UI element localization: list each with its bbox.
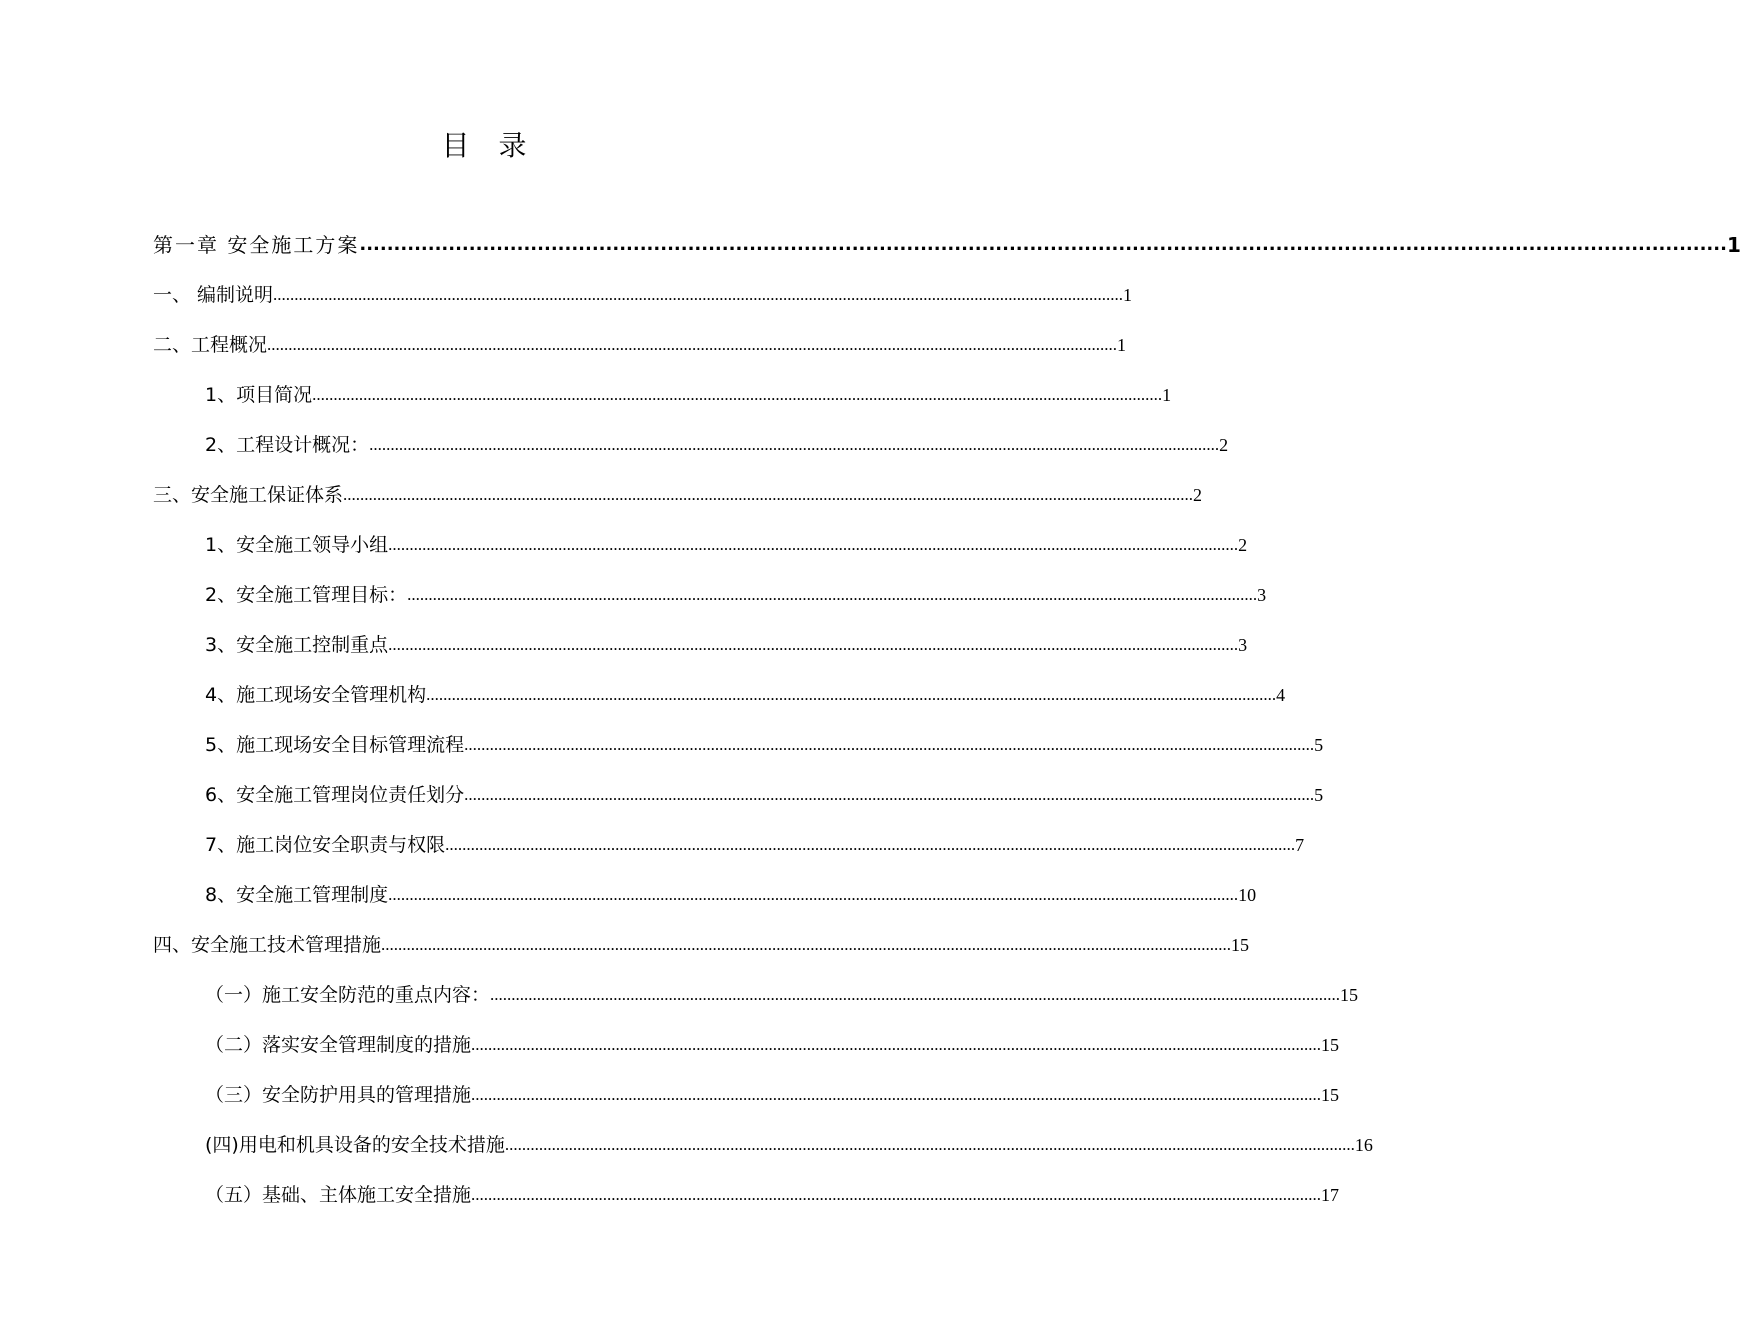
toc-entry-page: 10 <box>1238 885 1257 905</box>
toc-entry-subsection[interactable] <box>205 1079 1340 1111</box>
dot-leader: ........................................................................................................................................................................................................ <box>445 835 1296 854</box>
toc-entry-subsection[interactable] <box>205 679 1286 711</box>
toc-entry-subsection[interactable] <box>205 379 1172 411</box>
toc-entry-label: 第一章 安全施工方案 <box>153 233 360 257</box>
toc-entry-subsection[interactable] <box>205 729 1324 761</box>
toc-entry-label: 7、施工岗位安全职责与权限 <box>205 834 446 856</box>
toc-entry-label: 1、安全施工领导小组 <box>205 534 389 556</box>
toc-entry-label: （五）基础、主体施工安全措施 <box>205 1184 472 1206</box>
toc-entry-subsection[interactable] <box>205 1179 1340 1211</box>
toc-entry-section-3[interactable] <box>153 479 1203 511</box>
dot-leader: ........................................................................................................................................................................................................ <box>312 385 1163 404</box>
toc-entry-label: 5、施工现场安全目标管理流程 <box>205 734 465 756</box>
toc-entry-label: 4、施工现场安全管理机构 <box>205 684 427 706</box>
dot-leader: ........................................................................................................................................................................................................ <box>464 735 1315 754</box>
toc-entry-subsection[interactable] <box>205 829 1305 861</box>
dot-leader: ........................................................................................................................................................................................................ <box>471 1035 1322 1054</box>
toc-entry-page: 2 <box>1193 485 1203 505</box>
toc-entry-subsection[interactable] <box>205 879 1257 911</box>
toc-entry-label: 一、 编制说明 <box>153 284 274 306</box>
toc-entry-page: 1 <box>1117 335 1127 355</box>
toc-entry-page: 1 <box>1162 385 1172 405</box>
toc-entry-subsection[interactable] <box>205 529 1248 561</box>
dot-leader: ........................................................................................................................................................................................................ <box>388 885 1239 904</box>
toc-entry-page: 15 <box>1231 935 1250 955</box>
dot-leader: ........................................................................................................................................................................................................ <box>359 234 1727 255</box>
dot-leader: ........................................................................................................................................................................................................ <box>471 1185 1322 1204</box>
toc-entry-page: 5 <box>1314 735 1324 755</box>
toc-entry-subsection[interactable] <box>205 1129 1373 1161</box>
toc-entry-subsection[interactable] <box>205 629 1248 661</box>
dot-leader: ........................................................................................................................................................................................................ <box>381 935 1232 954</box>
dot-leader: ........................................................................................................................................................................................................ <box>407 585 1258 604</box>
toc-entry-label: (四)用电和机具设备的安全技术措施 <box>205 1134 505 1156</box>
toc-entry-label: 2、安全施工管理目标： <box>205 584 408 606</box>
toc-entry-page: 3 <box>1257 585 1267 605</box>
page-title: 目 录 <box>441 129 537 162</box>
toc-entry-subsection[interactable] <box>205 779 1324 811</box>
toc-entry-page: 2 <box>1219 435 1229 455</box>
toc-entry-page: 15 <box>1321 1035 1340 1055</box>
toc-entry-page: 5 <box>1314 785 1324 805</box>
toc-entry-page: 15 <box>1321 1085 1340 1105</box>
dot-leader: ........................................................................................................................................................................................................ <box>273 285 1124 304</box>
toc-entry-subsection[interactable] <box>205 579 1267 611</box>
dot-leader: ........................................................................................................................................................................................................ <box>369 435 1220 454</box>
toc-entry-page: 1 <box>1726 233 1741 257</box>
toc-entry-page: 17 <box>1321 1185 1340 1205</box>
toc-entry-page: 2 <box>1238 535 1248 555</box>
toc-entry-label: 6、安全施工管理岗位责任划分 <box>205 784 465 806</box>
dot-leader: ........................................................................................................................................................................................................ <box>471 1085 1322 1104</box>
dot-leader: ........................................................................................................................................................................................................ <box>490 985 1341 1004</box>
dot-leader: ........................................................................................................................................................................................................ <box>388 635 1239 654</box>
toc-entry-chapter-1[interactable] <box>153 229 1741 261</box>
dot-leader: ........................................................................................................................................................................................................ <box>426 685 1277 704</box>
toc-entry-page: 1 <box>1123 285 1133 305</box>
toc-entry-page: 15 <box>1340 985 1359 1005</box>
toc-entry-label: （二）落实安全管理制度的措施 <box>205 1034 472 1056</box>
toc-entry-label: 3、安全施工控制重点 <box>205 634 389 656</box>
toc-entry-label: 三、安全施工保证体系 <box>153 484 344 506</box>
toc-entry-subsection[interactable] <box>205 429 1229 461</box>
toc-entry-label: 1、项目简况 <box>205 384 313 406</box>
toc-entry-section-2[interactable] <box>153 329 1127 361</box>
dot-leader: ........................................................................................................................................................................................................ <box>464 785 1315 804</box>
dot-leader: ........................................................................................................................................................................................................ <box>388 535 1239 554</box>
toc-entry-page: 4 <box>1276 685 1286 705</box>
toc-entry-label: 2、工程设计概况： <box>205 434 370 456</box>
toc-entry-page: 7 <box>1295 835 1305 855</box>
dot-leader: ........................................................................................................................................................................................................ <box>504 1135 1355 1154</box>
toc-entry-page: 3 <box>1238 635 1248 655</box>
toc-entry-label: （一）施工安全防范的重点内容： <box>205 984 491 1006</box>
toc-entry-subsection[interactable] <box>205 979 1359 1011</box>
toc-entry-label: （三）安全防护用具的管理措施 <box>205 1084 472 1106</box>
dot-leader: ........................................................................................................................................................................................................ <box>267 335 1118 354</box>
dot-leader: ........................................................................................................................................................................................................ <box>343 485 1194 504</box>
toc-entry-subsection[interactable] <box>205 1029 1340 1061</box>
toc-entry-section-1[interactable] <box>153 279 1133 311</box>
toc-entry-section-4[interactable] <box>153 929 1250 961</box>
toc-entry-label: 四、安全施工技术管理措施 <box>153 934 382 956</box>
toc-entry-label: 8、安全施工管理制度 <box>205 884 389 906</box>
toc-entry-page: 16 <box>1354 1135 1373 1155</box>
toc-entry-label: 二、工程概况 <box>153 334 268 356</box>
